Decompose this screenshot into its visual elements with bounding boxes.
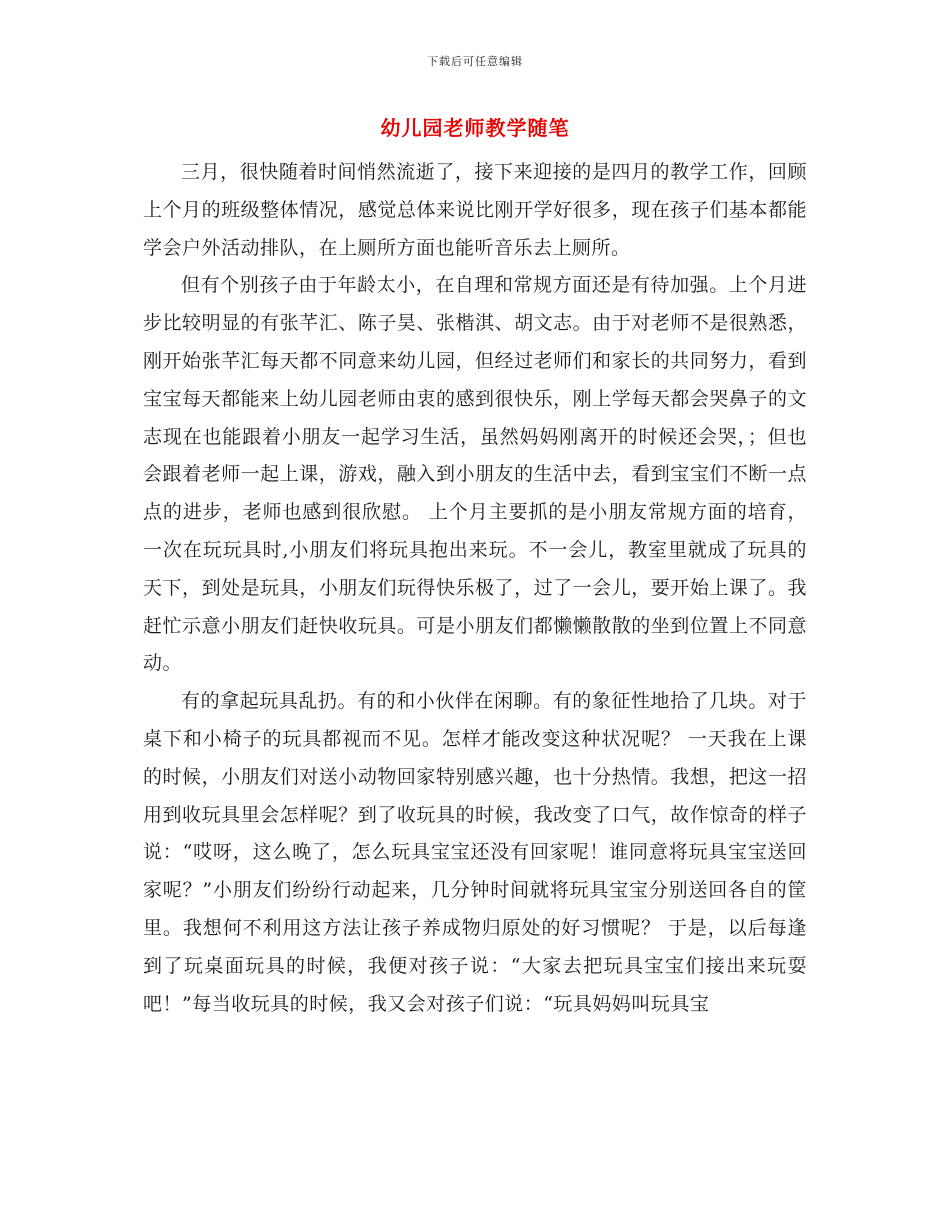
paragraph-2: 但有个别孩子由于年龄太小，在自理和常规方面还是有待加强。上个月进步比较明显的有张芊汇、陈子昊、张楷淇、胡文志。由于对老师不是很熟悉，刚开始张芊汇每天都不同意来幼儿园，但经过老师们和家长的共同努力，看到宝宝每天都能来上幼儿园老师由衷的感到很快乐，刚上学每天都会哭鼻子的文志现在也能跟着小朋友一起学习生活，虽然妈妈刚离开的时候还会哭，；但也会跟着老师一起上课，游戏，融入到小朋友的生活中去，看到宝宝们不断一点点的进步，老师也感到很欣慰。 上个月主要抓的是小朋友常规方面的培育，一次在玩玩具时,小朋友们将玩具抱出来玩。不一会儿，教室里就成了玩具的天下，到处是玩具，小朋友们玩得快乐极了，过了一会儿，要开始上课了。我赶忙示意小朋友们赶快收玩具。可是小朋友们都懒懒散散的坐到位置上不同意动。 — [143, 274, 807, 675]
paragraph-1: 三月，很快随着时间悄然流逝了，接下来迎接的是四月的教学工作，回顾上个月的班级整体情况，感觉总体来说比刚开学好很多，现在孩子们基本都能学会户外活动排队，在上厕所方面也能听音乐去上厕所。 — [143, 161, 807, 259]
document-body — [143, 154, 807, 1023]
header-note: 下载后可任意编辑 — [427, 55, 523, 68]
document-title: 幼儿园老师教学随笔 — [380, 116, 570, 140]
paragraph-3: 有的拿起玩具乱扔。有的和小伙伴在闲聊。有的象征性地拾了几块。对于桌下和小椅子的玩具都视而不见。怎样才能改变这种状况呢？ 一天我在上课的时候，小朋友们对送小动物回家特别感兴趣，也十分热情。我想，把这一招用到收玩具里会怎样呢？到了收玩具的时候，我改变了口气，故作惊奇的样子说：“哎呀，这么晚了，怎么玩具宝宝还没有回家呢！谁同意将玩具宝宝送回家呢？”小朋友们纷纷行动起来，几分钟时间就将玩具宝宝分别送回各自的筐里。我想何不利用这方法让孩子养成物归原处的好习惯呢？ 于是，以后每逢到了玩桌面玩具的时候，我便对孩子说：“大家去把玩具宝宝们接出来玩耍吧！”每当收玩具的时候，我又会对孩子们说：“玩具妈妈叫玩具宝 — [143, 690, 807, 1015]
